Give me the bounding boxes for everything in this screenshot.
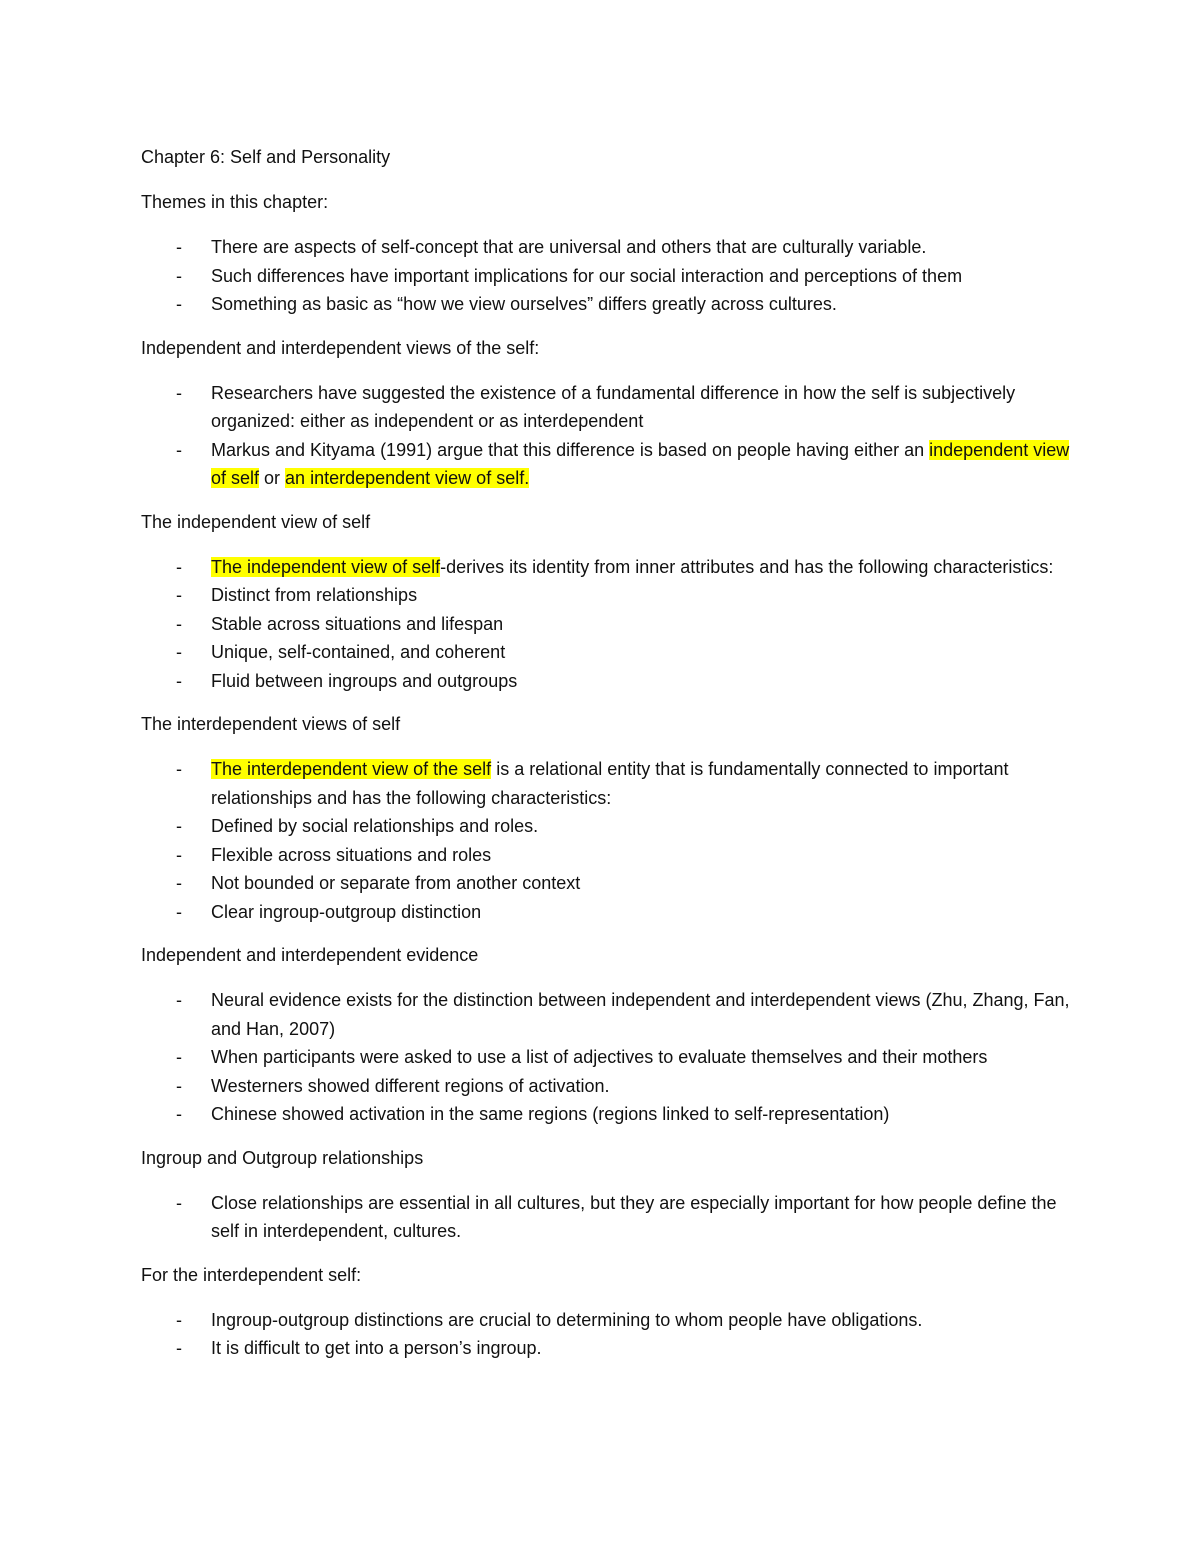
bullet-text: Something as basic as “how we view ourselves” differs greatly across cultures. <box>211 294 837 314</box>
bullet-item <box>141 379 1071 436</box>
bullet-text: It is difficult to get into a person’s ingroup. <box>211 1338 542 1358</box>
bullet-list <box>141 755 1071 926</box>
section-heading: Independent and interdependent views of the self: <box>141 337 540 358</box>
bullet-text: Neural evidence exists for the distinction between independent and interdependent views (Zhu, Zhang, Fan, and Han, 2007) <box>211 990 1070 1039</box>
bullet-text: Such differences have important implications for our social interaction and perceptions of them <box>211 265 963 286</box>
bullet-text: When participants were asked to use a list of adjectives to evaluate themselves and their mothers <box>211 1047 988 1067</box>
bullet-text: Unique, self-contained, and coherent <box>211 642 506 662</box>
bullet-text: Researchers have suggested the existence of a fundamental difference in how the self is subjectively organized: either as independent or as interdependent <box>211 382 1016 431</box>
bullet-text: Not bounded or separate from another context <box>211 873 581 893</box>
document-content <box>141 143 1071 1378</box>
bullet-text: Distinct from relationships <box>211 585 418 605</box>
highlighted-text: The independent view of self <box>211 556 441 577</box>
bullet-item <box>141 1043 1071 1072</box>
highlighted-text: The interdependent view of the self <box>211 759 492 779</box>
bullet-text: Ingroup-outgroup distinctions are crucial to determining to whom people have obligations. <box>211 1309 923 1330</box>
bullet-item <box>141 1100 1071 1129</box>
bullet-item <box>141 638 1071 667</box>
highlighted-text: independent view of self <box>211 439 1070 488</box>
section-heading: The interdependent views of self <box>141 714 401 734</box>
bullet-item <box>141 898 1071 927</box>
bullet-text: or <box>259 468 286 488</box>
highlighted-text: an interdependent view of self. <box>285 468 530 488</box>
bullet-item <box>141 436 1071 493</box>
bullet-list <box>141 1189 1071 1246</box>
section-heading: Ingroup and Outgroup relationships <box>141 1147 424 1168</box>
bullet-item <box>141 667 1071 696</box>
bullet-list <box>141 986 1071 1129</box>
bullet-list <box>141 1306 1071 1363</box>
bullet-item <box>141 812 1071 841</box>
bullet-item <box>141 1072 1071 1101</box>
bullet-text: Stable across situations and lifespan <box>211 613 504 634</box>
bullet-item <box>141 581 1071 610</box>
bullet-item <box>141 841 1071 870</box>
section-heading: For the interdependent self: <box>141 1264 362 1285</box>
bullet-item <box>141 869 1071 898</box>
section-heading: The independent view of self <box>141 511 371 532</box>
bullet-item <box>141 986 1071 1043</box>
bullet-list <box>141 553 1071 696</box>
bullet-text: Westerners showed different regions of activation. <box>211 1075 610 1096</box>
section-heading: Themes in this chapter: <box>141 192 329 212</box>
bullet-item <box>141 290 1071 319</box>
bullet-text: Clear ingroup-outgroup distinction <box>211 901 482 922</box>
bullet-item <box>141 233 1071 262</box>
bullet-item <box>141 262 1071 291</box>
bullet-item <box>141 553 1071 582</box>
bullet-text: Markus and Kityama (1991) argue that this difference is based on people having either an <box>211 439 930 460</box>
bullet-text: There are aspects of self-concept that are universal and others that are culturally variable. <box>211 237 927 257</box>
bullet-text: is a relational entity that is fundamentally connected to important relationships and has the following characteristics: <box>211 759 1009 808</box>
section-heading: Independent and interdependent evidence <box>141 945 479 965</box>
bullet-text: Flexible across situations and roles <box>211 844 492 865</box>
bullet-item <box>141 1189 1071 1246</box>
bullet-text: Defined by social relationships and roles. <box>211 816 539 836</box>
bullet-text: Chinese showed activation in the same regions (regions linked to self-representation) <box>211 1104 890 1124</box>
bullet-text: Close relationships are essential in all cultures, but they are especially important for how people define the self in interdependent, cultures. <box>211 1192 1057 1241</box>
bullet-list <box>141 233 1071 319</box>
bullet-item <box>141 610 1071 639</box>
bullet-item <box>141 755 1071 812</box>
bullet-text: -derives its identity from inner attributes and has the following characteristics: <box>440 556 1054 577</box>
bullet-item <box>141 1334 1071 1363</box>
bullet-text: Fluid between ingroups and outgroups <box>211 670 518 691</box>
document-title: Chapter 6: Self and Personality <box>141 147 391 167</box>
bullet-item <box>141 1306 1071 1335</box>
bullet-list <box>141 379 1071 493</box>
